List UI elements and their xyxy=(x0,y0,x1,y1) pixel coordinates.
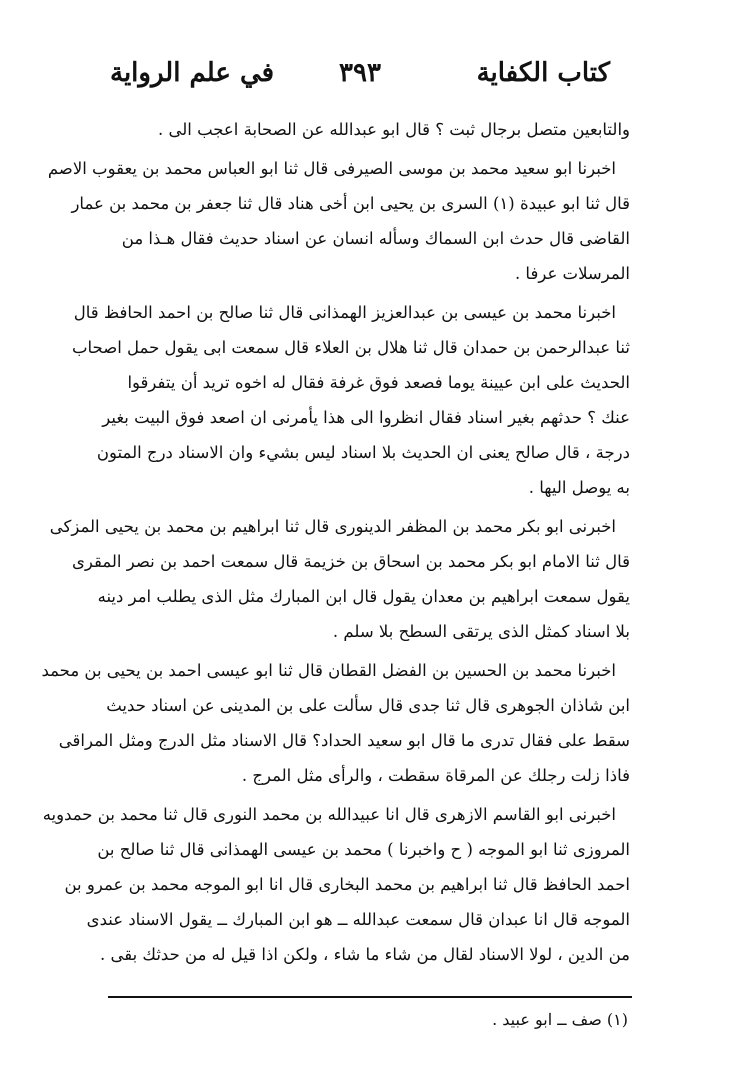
text-line: قال ثنا ابو عبيدة (١) السرى بن يحيى ابن أخى هناد قال ثنا جعفر بن محمد بن عمار xyxy=(71,194,630,213)
text-line: فاذا زلت رجلك عن المرقاة سقطت ، والرأى مثل المرج . xyxy=(241,766,630,785)
text-line: الحديث على ابن عيينة يوما فصعد فوق غرفة فقال له اخوه تريد أن يتفرقوا xyxy=(127,373,630,392)
paragraph xyxy=(110,112,630,147)
paragraph xyxy=(41,653,630,793)
text-line: يقول سمعت ابراهيم بن معدان يقول قال ابن المبارك مثل الذى يطلب امر دينه xyxy=(97,587,630,606)
text-line: اخبرنى ابو القاسم الازهرى قال انا عبيدالله بن محمد النورى قال ثنا محمد بن حمدويه xyxy=(42,805,616,824)
text-line: احمد الحافظ قال ثنا ابراهيم بن محمد البخارى قال انا ابو الموجه محمد بن عمرو بن xyxy=(64,875,630,894)
paragraph xyxy=(72,295,630,505)
book-title: كتاب الكفاية xyxy=(476,58,610,88)
text-line: درجة ، قال صالح يعنى ان الحديث بلا اسناد ليس بشيء وان الاسناد درج المتون xyxy=(96,443,630,462)
footnote: (١) صف ــ ابو عبيد . xyxy=(492,1010,628,1029)
text-line: من الدين ، لولا الاسناد لقال من شاء ما شاء ، ولكن اذا قيل له من حدثك بقى . xyxy=(99,945,630,964)
text-line: ابن شاذان الجوهرى قال ثنا جدى قال سألت على بن المدينى عن اسناد حديث xyxy=(106,696,630,715)
paragraph xyxy=(47,151,630,291)
book-subtitle: في علم الرواية xyxy=(110,58,275,88)
text-line: المرسلات عرفا . xyxy=(514,264,630,283)
text-line: به يوصل اليها . xyxy=(528,478,630,497)
text-line: اخبرنا محمد بن عيسى بن عبدالعزيز الهمذانى قال ثنا صالح بن احمد الحافظ قال xyxy=(73,303,616,322)
paragraph xyxy=(49,509,630,649)
text-line: اخبرنا محمد بن الحسين بن الفضل القطان قال ثنا ابو عيسى احمد بن يحيى بن محمد xyxy=(41,661,616,680)
text-line: والتابعين متصل برجال ثبت ؟ قال ابو عبدالله عن الصحابة اعجب الى . xyxy=(157,120,630,139)
text-line: قال ثنا الامام ابو بكر محمد بن اسحاق بن خزيمة قال سمعت احمد بن نصر المقرى xyxy=(71,552,630,571)
page-number: ٣٩٣ xyxy=(339,58,381,88)
footnote-divider xyxy=(108,996,632,998)
text-line: سقط على فقال تدرى ما قال ابو سعيد الحداد؟ قال الاسناد مثل الدرج ومثل المراقى xyxy=(58,731,630,750)
text-line: بلا اسناد كمثل الذى يرتقى السطح بلا سلم . xyxy=(332,622,630,641)
text-line: ثنا عبدالرحمن بن حمدان قال ثنا هلال بن العلاء قال سمعت ابى يقول حمل اصحاب xyxy=(72,338,630,357)
text-line: المروزى ثنا ابو الموجه ( ح واخبرنا ) محمد بن عيسى الهمذانى قال ثنا صالح بن xyxy=(97,840,630,859)
main-text xyxy=(41,112,630,976)
text-line: اخبرنى ابو بكر محمد بن المظفر الدينورى قال ثنا ابراهيم بن محمد بن يحيى المزكى xyxy=(49,517,616,536)
text-line: القاضى قال حدث ابن السماك وسأله انسان عن اسناد حديث فقال هـذا من xyxy=(121,229,630,248)
text-line: اخبرنا ابو سعيد محمد بن موسى الصيرفى قال ثنا ابو العباس محمد بن يعقوب الاصم xyxy=(47,159,616,178)
paragraph xyxy=(42,797,630,972)
text-line: عنك ؟ حدثهم بغير اسناد فقال انظروا الى هذا يأمرنى ان اصعد فوق البيت بغير xyxy=(102,408,630,427)
page-header xyxy=(110,58,610,98)
text-line: الموجه قال انا عبدان قال سمعت عبدالله ــ هو ابن المبارك ــ يقول الاسناد عندى xyxy=(86,910,630,929)
